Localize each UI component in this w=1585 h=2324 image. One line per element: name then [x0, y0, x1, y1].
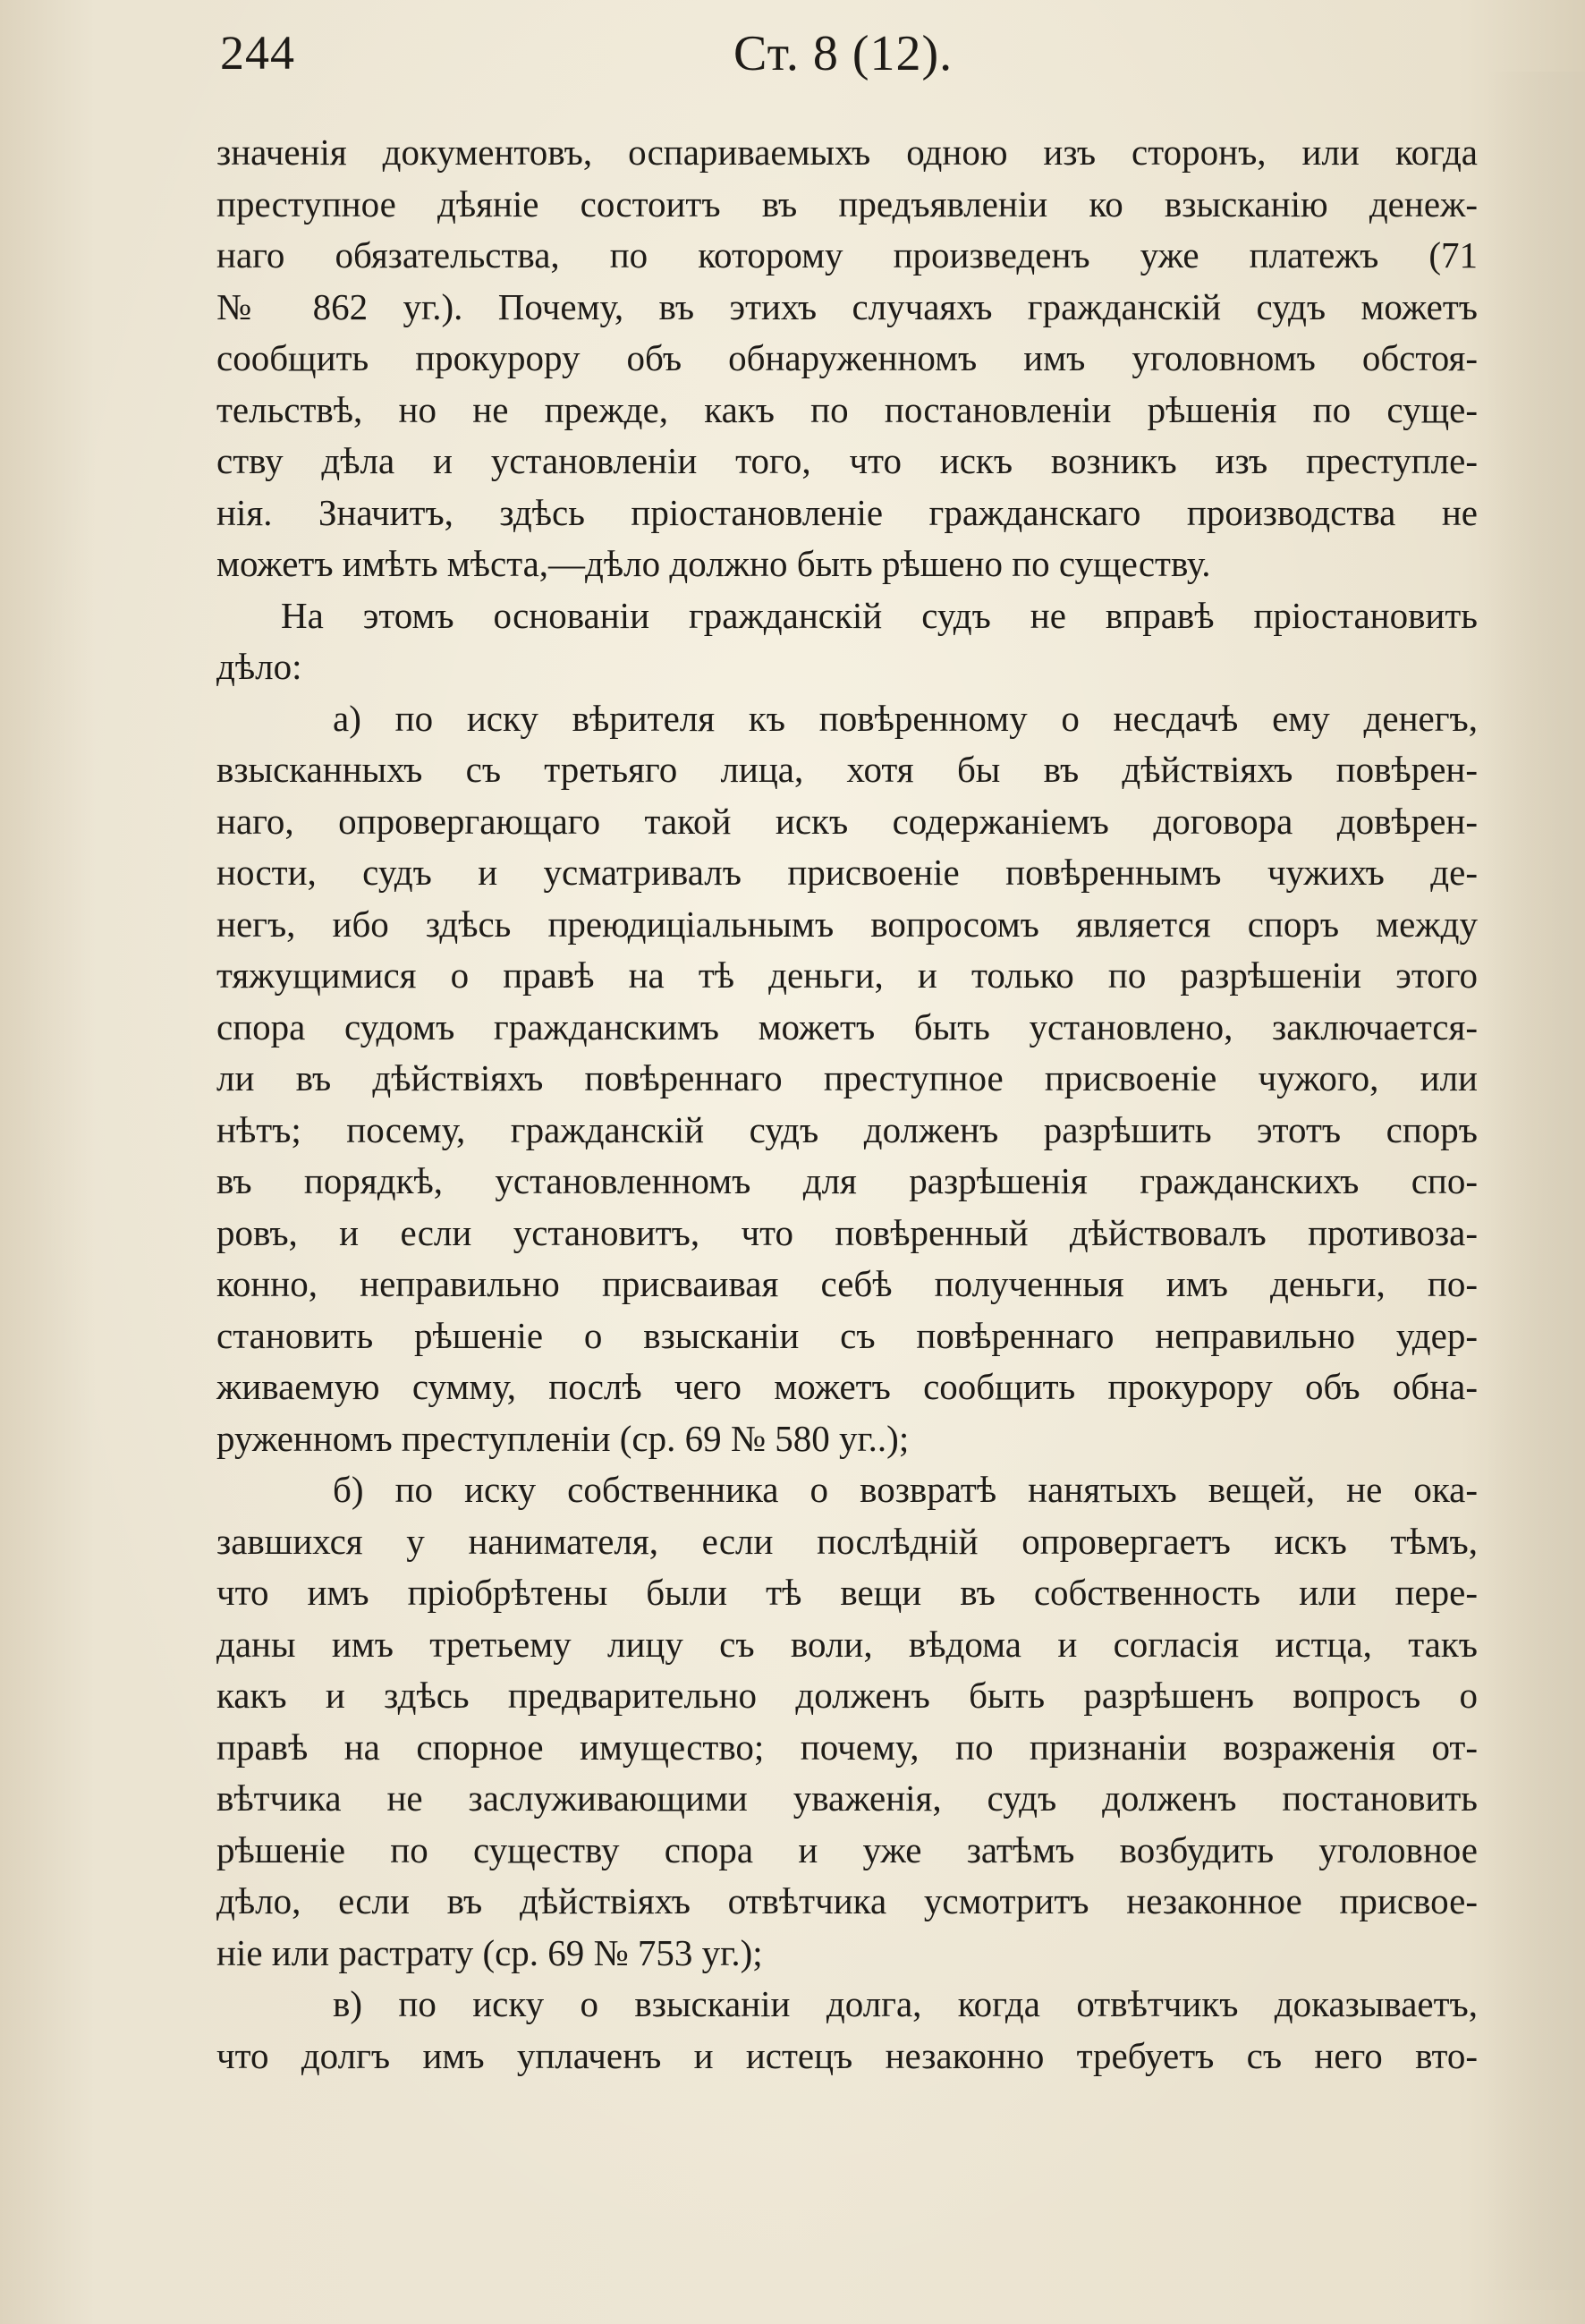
text-line: негъ, ибо здѣсь преюдиціальнымъ вопросомъ является споръ между	[216, 903, 1478, 945]
text-line: спора судомъ гражданскимъ можетъ быть установлено, заключается-	[216, 1005, 1478, 1047]
text-line: сообщить прокурору объ обнаруженномъ имъ уголовномъ обстоя-	[216, 337, 1478, 378]
text-line: рѣшеніе по существу спора и уже затѣмъ возбудить уголовное	[216, 1828, 1478, 1870]
text-line: преступное дѣяніе состоитъ въ предъявленіи ко взысканію денеж-	[216, 182, 1478, 225]
text-line: наго обязательства, по которому произведенъ уже платежъ (71	[216, 234, 1478, 276]
body-text	[216, 127, 1478, 2082]
text-line: ству дѣла и установленіи того, что искъ возникъ изъ преступле-	[216, 440, 1478, 481]
text-line: а) по иску вѣрителя къ повѣренному о несдачѣ ему денегъ,	[333, 697, 1478, 739]
text-line: ности, судъ и усматривалъ присвоеніе повѣреннымъ чужихъ де-	[216, 852, 1478, 893]
text-line: нія. Значитъ, здѣсь пріостановленіе гражданскаго производства не	[216, 491, 1478, 533]
running-head: Ст. 8 (12).	[733, 26, 954, 81]
text-line: дѣло:	[216, 646, 302, 687]
text-line: На этомъ основаніи гражданскій судъ не вправѣ пріостановить	[281, 594, 1478, 636]
text-line: вѣтчика не заслуживающими уваженія, судъ долженъ постановить	[216, 1777, 1478, 1819]
text-line: конно, неправильно присваивая себѣ полученныя имъ деньги, по-	[216, 1263, 1478, 1304]
text-line: значенія документовъ, оспариваемыхъ одною изъ сторонъ, или когда	[216, 131, 1478, 173]
text-line: № 862 уг.). Почему, въ этихъ случаяхъ гражданскій судъ можетъ	[216, 285, 1478, 327]
text-line: становить рѣшеніе о взысканіи съ повѣреннаго неправильно удер-	[216, 1314, 1478, 1356]
text-line: ровъ, и если установитъ, что повѣренный дѣйствовалъ противоза-	[216, 1211, 1478, 1253]
text-line: ніе или растрату (ср. 69 № 753 уг.);	[216, 1931, 763, 1973]
page-number: 244	[220, 26, 295, 80]
text-line: правѣ на спорное имущество; почему, по признаніи возраженія от-	[216, 1726, 1478, 1768]
text-line: даны имъ третьему лицу съ воли, вѣдома и согласія истца, такъ	[216, 1623, 1478, 1665]
text-line: какъ и здѣсь предварительно долженъ быть разрѣшенъ вопросъ о	[216, 1675, 1478, 1716]
text-line: завшихся у нанимателя, если послѣдній опровергаетъ искъ тѣмъ,	[216, 1520, 1478, 1562]
text-line: руженномъ преступленіи (ср. 69 № 580 уг..);	[216, 1417, 910, 1459]
text-line: наго, опровергающаго такой искъ содержаніемъ договора довѣрен-	[216, 800, 1478, 842]
text-line: ли въ дѣйствіяхъ повѣреннаго преступное присвоеніе чужого, или	[216, 1057, 1478, 1098]
text-line: нѣтъ; посему, гражданскій судъ долженъ разрѣшить этотъ споръ	[216, 1108, 1478, 1150]
text-line: тяжущимися о правѣ на тѣ деньги, и только по разрѣшеніи этого	[216, 954, 1478, 996]
text-line: дѣло, если въ дѣйствіяхъ отвѣтчика усмотритъ незаконное присвое-	[216, 1880, 1478, 1921]
page-header	[215, 20, 1476, 91]
text-line: можетъ имѣть мѣста,—дѣло должно быть рѣшено по существу.	[216, 543, 1211, 584]
text-line: в) по иску о взысканіи долга, когда отвѣтчикъ доказываетъ,	[333, 1983, 1478, 2024]
page-edge-shading	[1487, 72, 1585, 2290]
text-line: что имъ пріобрѣтены были тѣ вещи въ собственность или пере-	[216, 1572, 1478, 1613]
text-line: что долгъ имъ уплаченъ и истецъ незаконно требуетъ съ него вто-	[216, 2034, 1478, 2076]
text-line: б) по иску собственника о возвратѣ нанятыхъ вещей, не ока-	[333, 1469, 1478, 1510]
text-line: живаемую сумму, послѣ чего можетъ сообщить прокурору объ обна-	[216, 1366, 1478, 1407]
text-line: въ порядкѣ, установленномъ для разрѣшенія гражданскихъ спо-	[216, 1160, 1478, 1201]
text-line: взысканныхъ съ третьяго лица, хотя бы въ дѣйствіяхъ повѣрен-	[216, 749, 1478, 790]
text-line: тельствѣ, но не прежде, какъ по постановленіи рѣшенія по суще-	[216, 388, 1478, 430]
